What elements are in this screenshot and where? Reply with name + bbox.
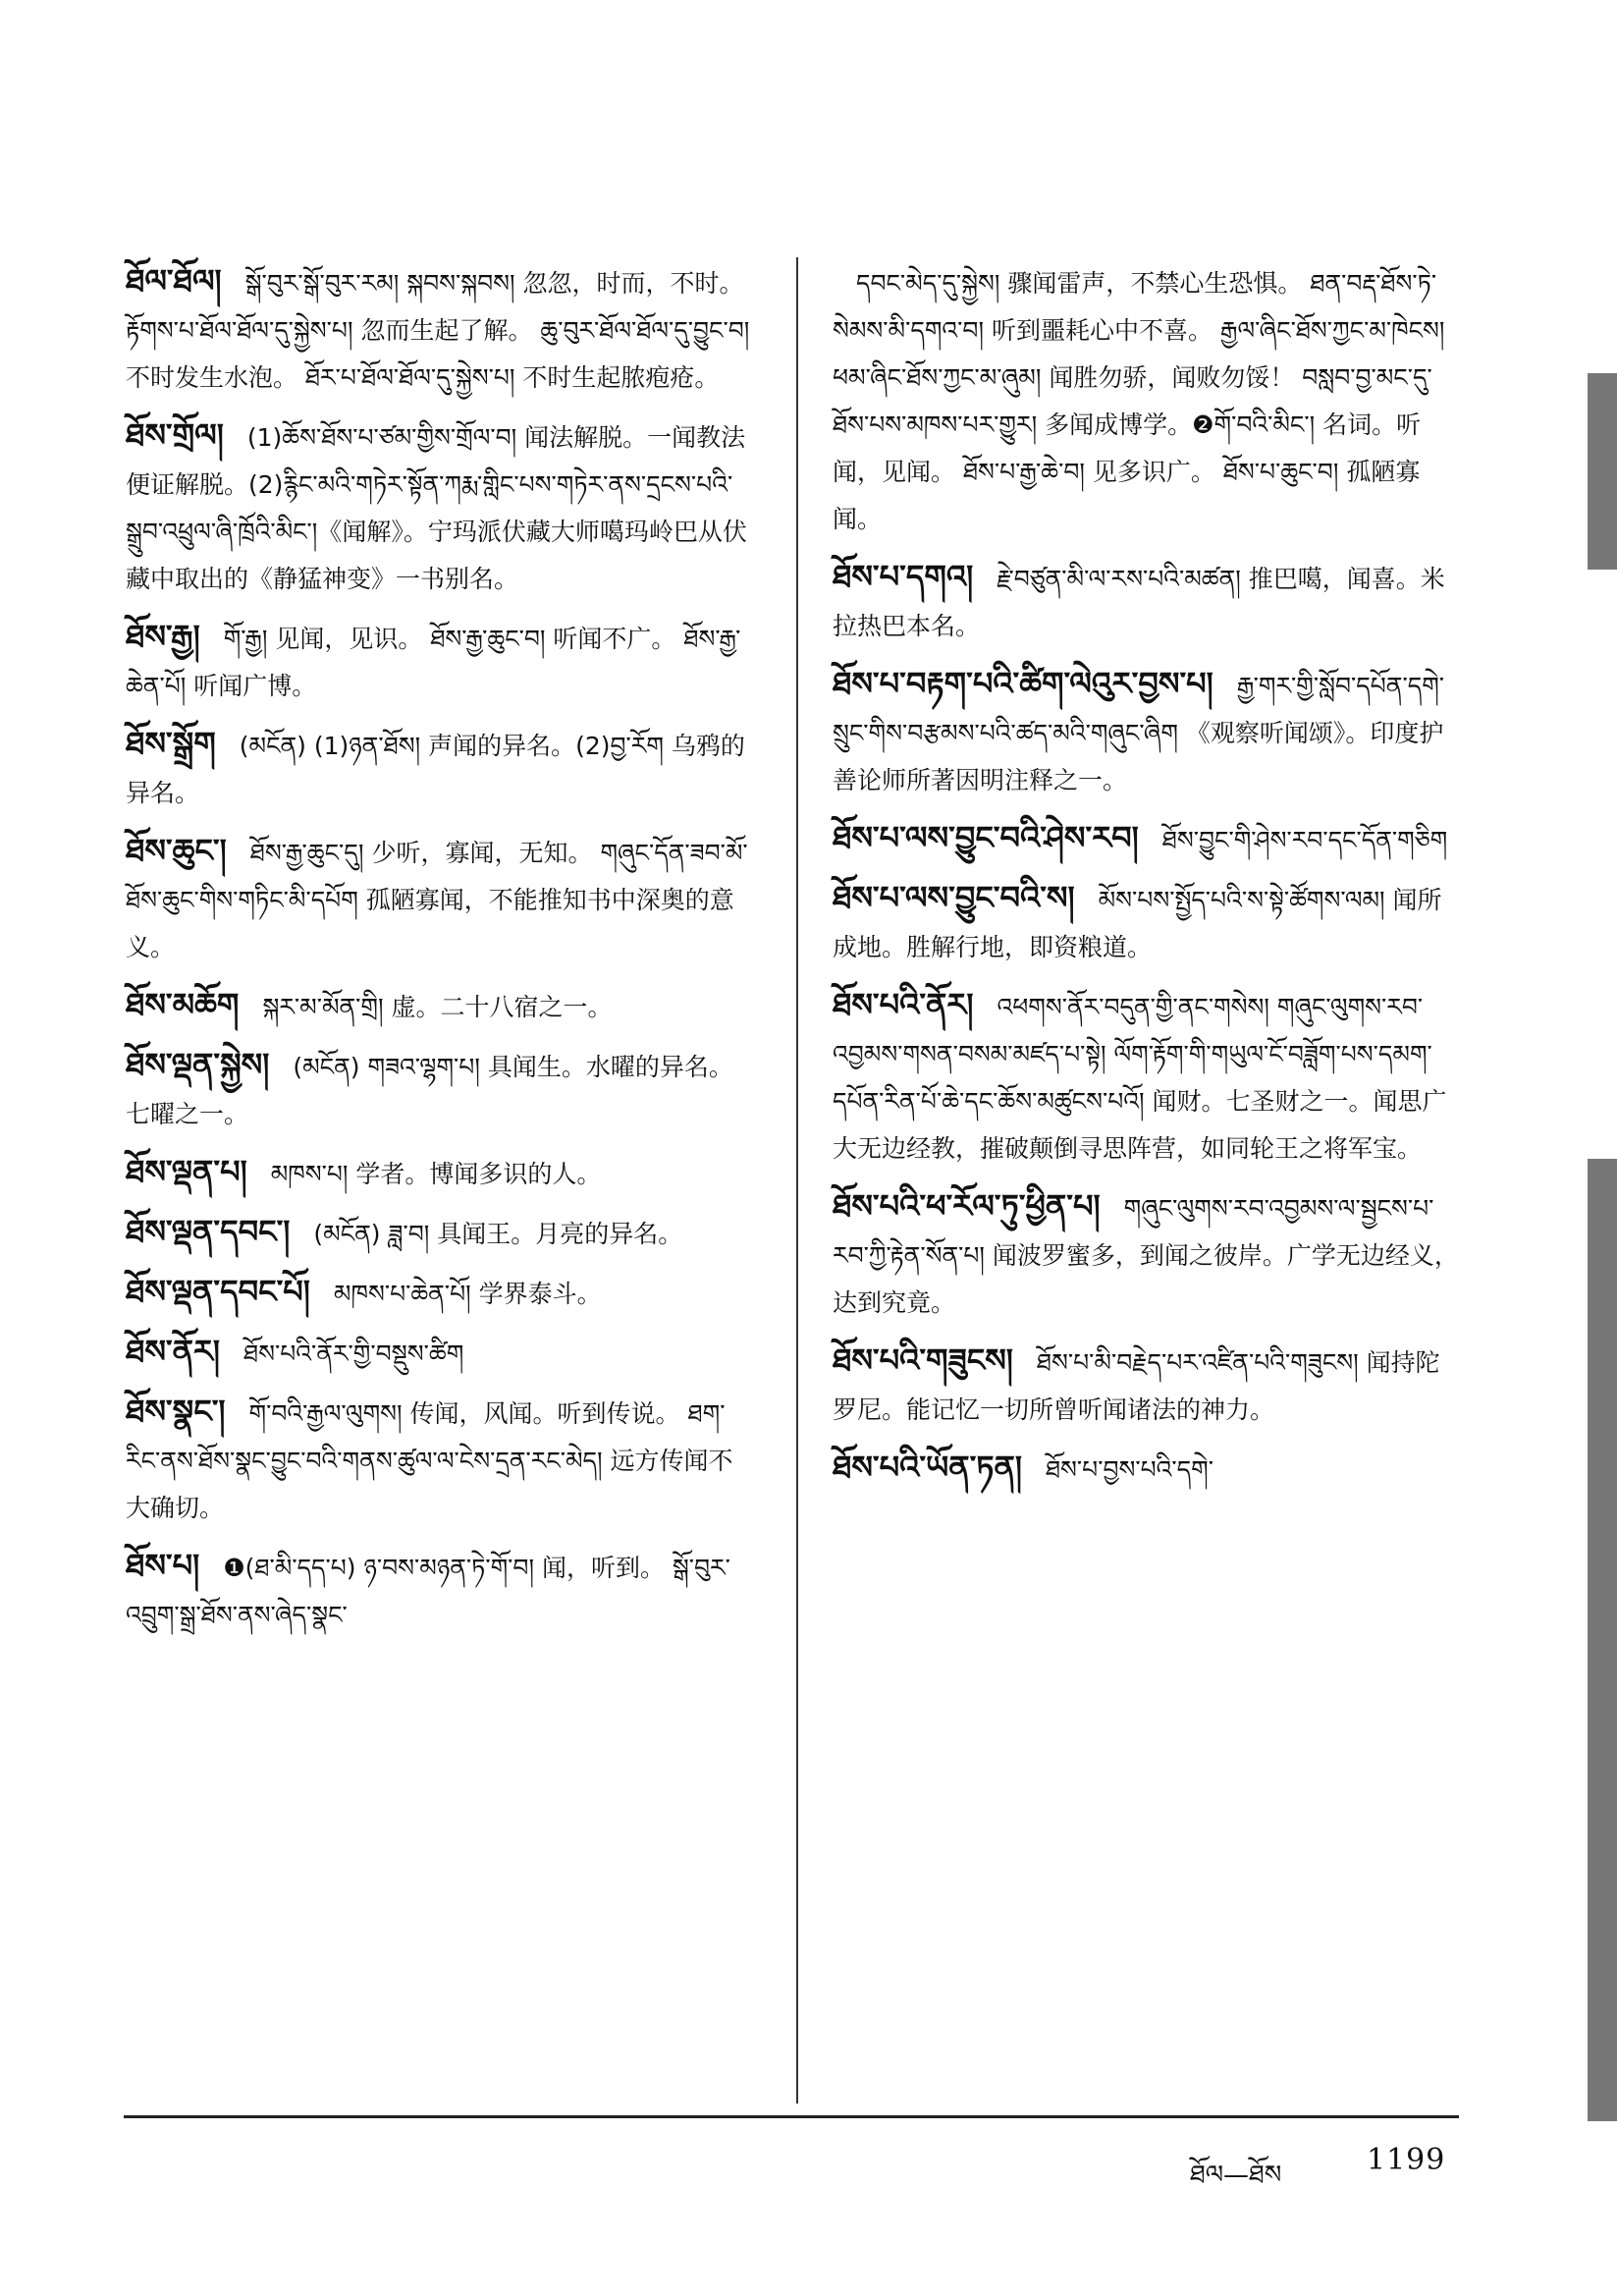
entry-definition: (མངོན) (1)ཉན་ཐོས། 声闻的异名。(2)བྱ་རོག 乌鸦的异名。 xyxy=(126,732,745,807)
entry-headword: ཐོལ་ཐོལ། xyxy=(126,262,222,300)
dictionary-entry xyxy=(126,1208,754,1258)
entry-headword: ཐོས་ཆུང་། xyxy=(126,832,227,869)
entry-headword: ཐོས་ལྡན་སྐྱེས། xyxy=(126,1046,270,1083)
footer-rule xyxy=(124,2115,1459,2118)
entry-definition: མོས་པས་སྤྱོད་པའི་ས་སྟེ་ཚོགས་ལམ། 闻所成地。胜解行地，即资粮道。 xyxy=(833,886,1442,961)
dictionary-entry xyxy=(126,981,754,1031)
footer-guide-words: ཐོལ—ཐོས xyxy=(1190,2160,1282,2190)
entry-definition: ཐོས་པའི་ནོར་གྱི་བསྡུས་ཚིག xyxy=(243,1339,464,1368)
dictionary-entry xyxy=(833,1337,1461,1434)
entry-headword: ཐོས་སྒྲོག xyxy=(126,725,216,762)
dictionary-entry xyxy=(833,660,1461,804)
entry-definition: (མངོན) གཟའ་ལྷག་པ། 具闻生。水曜的异名。七曜之一。 xyxy=(126,1053,733,1128)
left-column xyxy=(126,257,754,1649)
entry-headword: ཐོས་པའི་ཡོན་ཏན། xyxy=(833,1449,1022,1486)
entry-definition: རྗེ་བཙུན་མི་ལ་རས་པའི་མཚན། 推巴噶，闻喜。米拉热巴本名。 xyxy=(833,565,1445,640)
entry-definition: ཐོས་པ་བྱས་པའི་དགེ་ xyxy=(1045,1455,1213,1484)
entry-headword: ཐོས་ལྡན་དབང་པོ། xyxy=(126,1273,310,1310)
entry-definition: (1)ཆོས་ཐོས་པ་ཙམ་གྱིས་གྲོལ་བ། 闻法解脱。一闻教法便证解脱。(2)རྙིང་མའི་གཏེར་སྟོན་ཀརྨ་གླིང་པས་གཏེར་ནས་དྲངས་པའི་སྒྲུབ་འཕྲུལ་ཞི་ཁྲོའི་མིང་།《闻解》。宁玛派伏藏大师噶玛岭巴从伏藏中取出的《静猛神变》一书别名。 xyxy=(126,423,747,593)
dictionary-entry xyxy=(126,613,754,710)
dictionary-entry xyxy=(126,827,754,971)
entry-headword: ཐོས་པ། xyxy=(126,1547,200,1584)
entry-headword: ཐོས་པ་ལས་བྱུང་བའི་ས། xyxy=(833,879,1075,916)
dictionary-entry xyxy=(126,720,754,817)
entry-definition: ❶(ཐ་མི་དད་པ) ཉ་བས་མཉན་ཏེ་གོ་བ། 闻，听到。 སྒོ་བུར་འབྲུག་སྒྲ་ཐོས་ནས་ཞེད་སྣང་ xyxy=(126,1554,730,1629)
entry-definition: ཐོས་པ་མི་བརྗེད་པར་འཛིན་པའི་གཟུངས། 闻持陀罗尼。能记忆一切所曾听闻诸法的神力。 xyxy=(833,1348,1440,1424)
entry-definition: མཁས་པ་ཆེན་པོ། 学界泰斗。 xyxy=(333,1280,602,1308)
dictionary-entry xyxy=(126,411,754,603)
entry-definition: (མངོན) ཟླ་བ། 具闻王。月亮的异名。 xyxy=(313,1220,683,1248)
entry-headword: ཐོས་པ་དགའ། xyxy=(833,558,974,595)
dictionary-entry xyxy=(833,874,1461,971)
entry-headword: ཐོས་ལྡན་དབང་། xyxy=(126,1213,291,1250)
dictionary-entry xyxy=(126,1041,754,1138)
entry-definition: ཐོས་རྒྱ་ཆུང་དུ། 少听，寡闻，无知。 གཞུང་དོན་ཟབ་མོ་ཐོས་ཆུང་གིས་གཏིང་མི་དཔོག 孤陋寡闻，不能推知书中深奥的意义。 xyxy=(126,839,748,961)
entry-definition: གཞུང་ལུགས་རབ་འབྱམས་ལ་སྦྱངས་པ་རབ་ཀྱི་རྟེན་སོན་པ། 闻波罗蜜多，到闻之彼岸。广学无边经义，达到究竟。 xyxy=(833,1194,1459,1317)
entry-definition: རྒྱ་གར་གྱི་སློབ་དཔོན་དགེ་སྲུང་གིས་བརྩམས་པའི་ཚད་མའི་གཞུང་ཞིག 《观察听闻颂》。印度护善论师所著因明注释之一。 xyxy=(833,672,1445,794)
entry-headword: ཐོས་པའི་ཕ་རོལ་ཏུ་ཕྱིན་པ། xyxy=(833,1187,1101,1225)
entry-headword: ཐོས་པ་བརྟག་པའི་ཚིག་ལེའུར་བྱས་པ། xyxy=(833,665,1213,702)
entry-headword: ཐོས་གྲོལ། xyxy=(126,416,224,454)
right-column xyxy=(833,257,1461,1503)
entry-definition: གོ་བའི་རྒྱལ་ལུགས། 传闻，风闻。听到传说。 ཐག་རིང་ནས་ཐོས་སྣང་བྱུང་བའི་གནས་ཚུལ་ལ་ངེས་དྲན་རང་མེད། 远方传闻不大确切。 xyxy=(126,1399,733,1522)
dictionary-entry xyxy=(833,814,1461,864)
dictionary-entry xyxy=(833,553,1461,650)
dictionary-entry xyxy=(126,1328,754,1378)
page-number: 1199 xyxy=(1367,2143,1446,2177)
entry-definition: འཕགས་ནོར་བདུན་གྱི་ནང་གསེས། གཞུང་ལུགས་རབ་འབྱམས་གསན་བསམ་མཛད་པ་སྟེ། ལོག་རྟོག་གི་གཡུལ་ངོ་བཟློག་པས་དམག་དཔོན་རིན་པོ་ཆེ་དང་ཆོས་མཚུངས་པའོ། 闻财。七圣财之一。闻思广大无边经教，摧破颠倒寻思阵营，如同轮王之将军宝。 xyxy=(833,993,1447,1163)
dictionary-entry xyxy=(833,1444,1461,1494)
dictionary-entry xyxy=(833,257,1461,543)
entry-headword: ཐོས་སྣང་། xyxy=(126,1393,226,1430)
entry-definition: དབང་མེད་དུ་སྐྱེས། 骤闻雷声，不禁心生恐惧。 ཐན་བརྡ་ཐོས་ཏེ་སེམས་མི་དགའ་བ། 听到噩耗心中不喜。 རྒྱལ་ཞིང་ཐོས་ཀྱང་མ་ཁེངས། ཕམ་ཞིང་ཐོས་ཀྱང་མ་ཞུམ། 闻胜勿骄，闻败勿馁！ བསླབ་བྱ་མང་དུ་ཐོས་པས་མཁས་པར་གྱུར། 多闻成博学。❷གོ་བའི་མིང་། 名词。听闻，见闻。 ཐོས་པ་རྒྱ་ཆེ་བ། 见多识广。 ཐོས་པ་ཆུང་བ། 孤陋寡闻。 xyxy=(833,269,1445,533)
page-edge-mark xyxy=(1588,1159,1617,2121)
entry-definition: གོ་རྒྱ། 见闻，见识。 ཐོས་རྒྱ་ཆུང་བ། 听闻不广。 ཐོས་རྒྱ་ཆེན་པོ། 听闻广博。 xyxy=(126,625,741,700)
dictionary-entry xyxy=(126,1388,754,1532)
dictionary-entry xyxy=(833,981,1461,1173)
entry-definition: སྒོ་བུར་སྒོ་བུར་རམ། སྐབས་སྐབས། 忽忽，时而，不时。 རྟོགས་པ་ཐོལ་ཐོལ་དུ་སྐྱེས་པ། 忽而生起了解。 ཆུ་བུར་ཐོལ་ཐོལ་དུ་བྱུང་བ། 不时发生水泡。 ཐོར་པ་ཐོལ་ཐོལ་དུ་སྐྱེས་པ། 不时生起脓疱疮。 xyxy=(126,269,750,392)
dictionary-entry xyxy=(126,1268,754,1318)
entry-headword: ཐོས་པའི་གཟུངས། xyxy=(833,1341,1013,1379)
entry-headword: ཐོས་པའི་ནོར། xyxy=(833,986,974,1023)
entry-definition: སྐར་མ་མོན་གྲི། 虚。二十八宿之一。 xyxy=(262,993,613,1021)
entry-headword: ཐོས་རྒྱ། xyxy=(126,618,200,655)
entry-definition: མཁས་པ། 学者。博闻多识的人。 xyxy=(270,1160,602,1188)
page-edge-mark xyxy=(1588,373,1617,570)
dictionary-entry xyxy=(833,1182,1461,1327)
column-divider xyxy=(796,257,798,2104)
entry-headword: ཐོས་ནོར། xyxy=(126,1333,221,1370)
entry-headword: ཐོས་ལྡན་པ། xyxy=(126,1153,247,1190)
dictionary-entry xyxy=(126,1148,754,1198)
entry-headword: ཐོས་པ་ལས་བྱུང་བའི་ཤེས་རབ། xyxy=(833,819,1139,856)
dictionary-entry xyxy=(126,257,754,402)
entry-headword: ཐོས་མཆོག xyxy=(126,986,240,1023)
dictionary-entry xyxy=(126,1542,754,1639)
entry-definition: ཐོས་བྱུང་གི་ཤེས་རབ་དང་དོན་གཅིག xyxy=(1161,826,1448,854)
